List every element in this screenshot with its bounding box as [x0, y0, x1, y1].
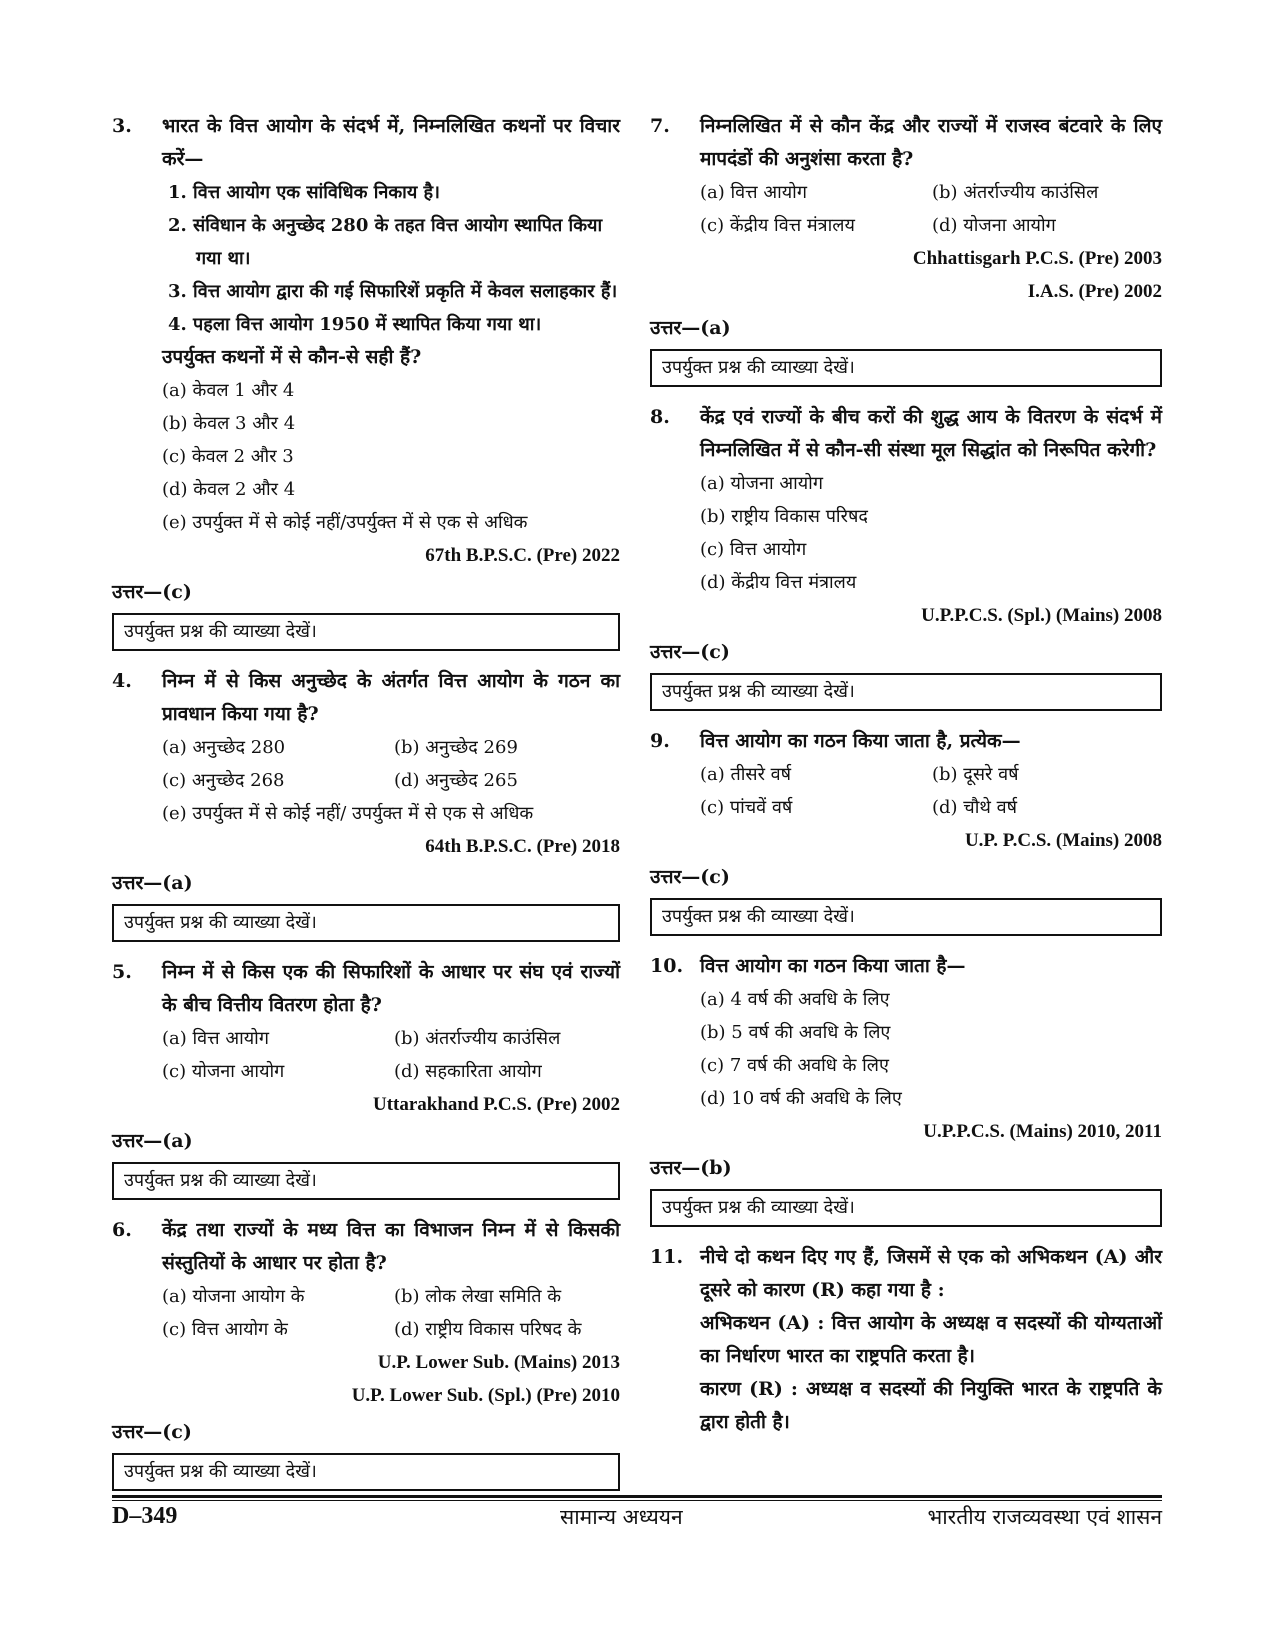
answer-label: उत्तर—(a): [112, 872, 193, 894]
reason-text: कारण (R) : अध्यक्ष व सदस्यों की नियुक्ति भारत के राष्ट्रपति के द्वारा होती है।: [700, 1378, 1162, 1433]
question-text: वित्त आयोग का गठन किया जाता है—: [700, 955, 966, 977]
question-text: निम्नलिखित में से कौन केंद्र और राज्यों में राजस्व बंटवारे के लिए मापदंडों की अनुशंसा करता है?: [700, 115, 1162, 170]
exam-source: U.P. P.C.S. (Mains) 2008: [964, 830, 1162, 851]
question-number: 11.: [650, 1246, 684, 1268]
exam-source: U.P.P.C.S. (Mains) 2010, 2011: [923, 1121, 1162, 1142]
option: (b) 5 वर्ष की अवधि के लिए: [700, 1022, 891, 1043]
exam-source: 64th B.P.S.C. (Pre) 2018: [425, 836, 620, 857]
assertion-text: अभिकथन (A) : वित्त आयोग के अध्यक्ष व सदस्यों की योग्यताओं का निर्धारण भारत का राष्ट्रपति करता है।: [700, 1312, 1162, 1367]
exam-source: Chhattisgarh P.C.S. (Pre) 2003: [912, 248, 1162, 269]
question-number: 4.: [112, 670, 132, 692]
option: (b) लोक लेखा समिति के: [394, 1286, 562, 1307]
answer-label: उत्तर—(c): [650, 641, 730, 663]
answer-label: उत्तर—(b): [650, 1157, 732, 1179]
option: (c) पांचवें वर्ष: [700, 797, 793, 818]
option: (e) उपर्युक्त में से कोई नहीं/उपर्युक्त में से एक से अधिक: [162, 512, 528, 533]
option: (a) योजना आयोग के: [162, 1286, 305, 1307]
statement: 4. पहला वित्त आयोग 1950 में स्थापित किया गया था।: [168, 314, 542, 335]
exam-source: Uttarakhand P.C.S. (Pre) 2002: [372, 1094, 620, 1115]
option: (c) वित्त आयोग के: [162, 1319, 288, 1340]
question-number: 5.: [112, 961, 132, 983]
question-10: [650, 950, 1162, 1115]
question-text: केंद्र एवं राज्यों के बीच करों की शुद्ध आय के वितरण के संदर्भ में निम्नलिखित में से कौन-सी संस्था मूल सिद्धांत को निरूपित करेगी?: [700, 406, 1162, 461]
answer-label: उत्तर—(a): [112, 1130, 193, 1152]
option: (d) सहकारिता आयोग: [394, 1061, 542, 1082]
option: (b) राष्ट्रीय विकास परिषद: [700, 506, 868, 527]
option: (a) केवल 1 और 4: [162, 380, 295, 401]
question-text: केंद्र तथा राज्यों के मध्य वित्त का विभाजन निम्न में से किसकी संस्तुतियों के आधार पर होता है?: [162, 1219, 620, 1274]
explanation-box: उपर्युक्त प्रश्न की व्याख्या देखें।: [112, 1453, 620, 1491]
question-text: भारत के वित्त आयोग के संदर्भ में, निम्नलिखित कथनों पर विचार करें—: [162, 115, 620, 170]
exam-source: U.P.P.C.S. (Spl.) (Mains) 2008: [921, 605, 1162, 626]
explanation-box: उपर्युक्त प्रश्न की व्याख्या देखें।: [112, 904, 620, 942]
option: (d) केवल 2 और 4: [162, 479, 296, 500]
option: (c) केवल 2 और 3: [162, 446, 294, 467]
option: (d) 10 वर्ष की अवधि के लिए: [700, 1088, 902, 1109]
explanation-box: उपर्युक्त प्रश्न की व्याख्या देखें।: [650, 898, 1162, 936]
option: (a) वित्त आयोग: [700, 182, 807, 203]
question-9: [650, 725, 1162, 824]
question-8: [650, 401, 1162, 599]
question-prompt: उपर्युक्त कथनों में से कौन-से सही हैं?: [162, 346, 422, 368]
options-grid: [162, 1280, 620, 1346]
question-4: [112, 665, 620, 830]
option: (c) केंद्रीय वित्त मंत्रालय: [700, 215, 855, 236]
answer-label: उत्तर—(c): [112, 581, 192, 603]
question-text: निम्न में से किस अनुच्छेद के अंतर्गत वित्त आयोग के गठन का प्रावधान किया गया है?: [162, 670, 620, 725]
answer-label: उत्तर—(a): [650, 317, 731, 339]
option: (b) अंतर्राज्यीय काउंसिल: [394, 1028, 561, 1049]
question-number: 3.: [112, 115, 132, 137]
explanation-box: उपर्युक्त प्रश्न की व्याख्या देखें।: [650, 673, 1162, 711]
option: (d) योजना आयोग: [932, 215, 1056, 236]
page-number: D–349: [112, 1503, 178, 1529]
footer-subject: सामान्य अध्ययन: [560, 1505, 683, 1529]
question-number: 9.: [650, 730, 670, 752]
right-column: [650, 110, 1162, 1439]
exam-source: 67th B.P.S.C. (Pre) 2022: [425, 545, 620, 566]
question-3: [112, 110, 620, 539]
explanation-box: उपर्युक्त प्रश्न की व्याख्या देखें।: [650, 1189, 1162, 1227]
option: (c) योजना आयोग: [162, 1061, 285, 1082]
exam-source: I.A.S. (Pre) 2002: [1027, 281, 1162, 302]
question-number: 10.: [650, 955, 684, 977]
option: (a) 4 वर्ष की अवधि के लिए: [700, 989, 890, 1010]
option: (a) योजना आयोग: [700, 473, 823, 494]
left-column: [112, 110, 620, 1505]
footer-rule: [112, 1495, 1162, 1501]
option: (d) चौथे वर्ष: [932, 797, 1018, 818]
option: (d) राष्ट्रीय विकास परिषद के: [394, 1319, 582, 1340]
options-grid: [700, 758, 1162, 824]
question-11: [650, 1241, 1162, 1439]
question-7: [650, 110, 1162, 242]
option: (d) अनुच्छेद 265: [394, 770, 518, 791]
explanation-box: उपर्युक्त प्रश्न की व्याख्या देखें।: [112, 613, 620, 651]
option: (c) वित्त आयोग: [700, 539, 807, 560]
exam-source: U.P. Lower Sub. (Mains) 2013: [377, 1352, 620, 1373]
options-grid: [162, 731, 620, 797]
question-text: निम्न में से किस एक की सिफारिशों के आधार पर संघ एवं राज्यों के बीच वित्तीय वितरण होता है?: [162, 961, 620, 1016]
option: (a) अनुच्छेद 280: [162, 737, 286, 758]
option: (b) दूसरे वर्ष: [932, 764, 1019, 785]
answer-label: उत्तर—(c): [112, 1421, 192, 1443]
option: (d) केंद्रीय वित्त मंत्रालय: [700, 572, 857, 593]
statement: 2. संविधान के अनुच्छेद 280 के तहत वित्त आयोग स्थापित किया गया था।: [168, 215, 603, 269]
question-5: [112, 956, 620, 1088]
question-number: 6.: [112, 1219, 132, 1241]
option: (b) अंतर्राज्यीय काउंसिल: [932, 182, 1099, 203]
statement: 3. वित्त आयोग द्वारा की गई सिफारिशें प्रकृति में केवल सलाहकार हैं।: [168, 281, 618, 302]
option: (b) अनुच्छेद 269: [394, 737, 518, 758]
question-text: वित्त आयोग का गठन किया जाता है, प्रत्येक—: [700, 730, 1021, 752]
options-grid: [700, 176, 1162, 242]
explanation-box: उपर्युक्त प्रश्न की व्याख्या देखें।: [650, 349, 1162, 387]
option: (c) अनुच्छेद 268: [162, 770, 285, 791]
answer-label: उत्तर—(c): [650, 866, 730, 888]
option: (e) उपर्युक्त में से कोई नहीं/ उपर्युक्त में से एक से अधिक: [162, 803, 534, 824]
question-number: 7.: [650, 115, 670, 137]
question-text: नीचे दो कथन दिए गए हैं, जिसमें से एक को अभिकथन (A) और दूसरे को कारण (R) कहा गया है :: [700, 1246, 1162, 1301]
question-number: 8.: [650, 406, 670, 428]
explanation-box: उपर्युक्त प्रश्न की व्याख्या देखें।: [112, 1162, 620, 1200]
option: (a) तीसरे वर्ष: [700, 764, 792, 785]
option: (c) 7 वर्ष की अवधि के लिए: [700, 1055, 889, 1076]
statement: 1. वित्त आयोग एक सांविधिक निकाय है।: [168, 182, 440, 203]
footer-section-title: भारतीय राजव्यवस्था एवं शासन: [927, 1505, 1162, 1529]
exam-source: U.P. Lower Sub. (Spl.) (Pre) 2010: [351, 1385, 620, 1406]
option: (b) केवल 3 और 4: [162, 413, 296, 434]
option: (a) वित्त आयोग: [162, 1028, 269, 1049]
question-6: [112, 1214, 620, 1346]
options-grid: [162, 1022, 620, 1088]
